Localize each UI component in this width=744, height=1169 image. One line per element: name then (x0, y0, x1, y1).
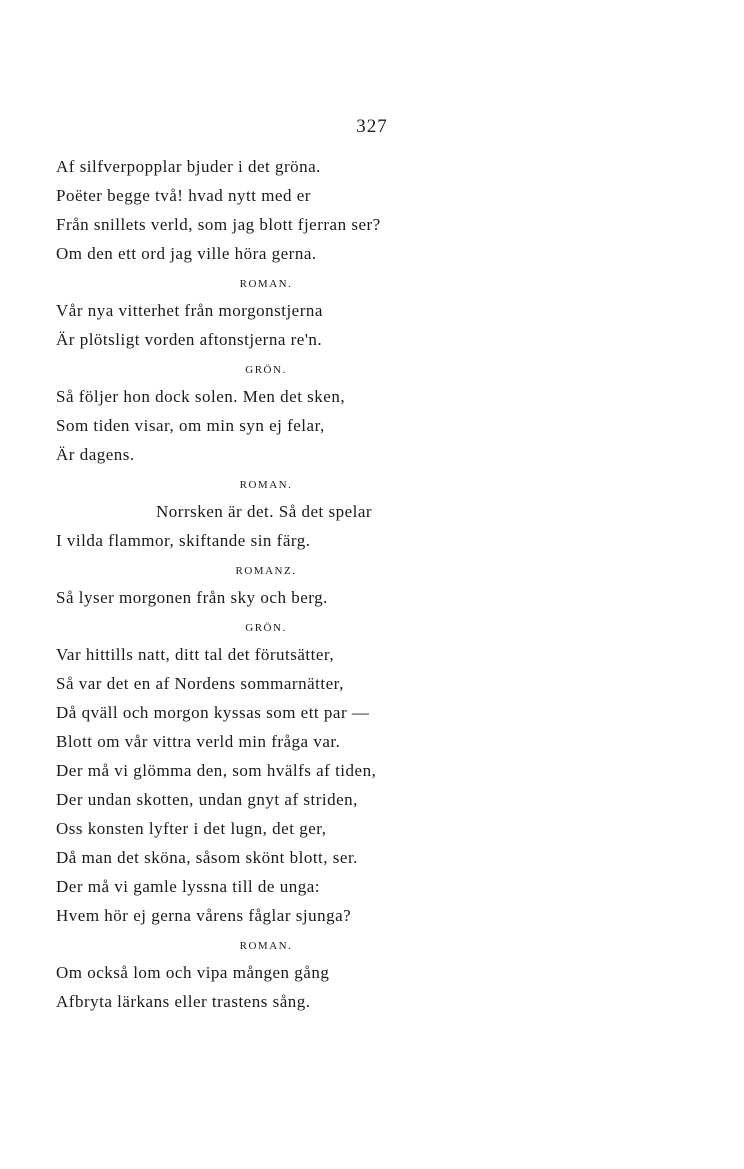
speaker-name: ROMAN. (239, 940, 293, 952)
verse-line: Der må vi glömma den, som hvälfs af tiden, (56, 761, 377, 780)
verse-line: Var hittills natt, ditt tal det förutsätter, (56, 645, 335, 664)
verse-line: Så var det en af Nordens sommarnätter, (56, 674, 344, 693)
verse-line: Så lyser morgonen från sky och berg. (56, 588, 328, 607)
verse-line: Är dagens. (56, 445, 135, 464)
verse-line: Afbryta lärkans eller trastens sång. (56, 992, 311, 1011)
verse-line: Blott om vår vittra verld min fråga var. (56, 732, 341, 751)
verse-line: Af silfverpopplar bjuder i det gröna. (56, 157, 321, 176)
verse-line: Om också lom och vipa mången gång (56, 963, 330, 982)
verse-line: Om den ett ord jag ville höra gerna. (56, 244, 317, 263)
verse-line: Då qväll och morgon kyssas som ett par — (56, 703, 370, 722)
verse-line: Som tiden visar, om min syn ej felar, (56, 416, 325, 435)
speaker-name: GRÖN. (245, 622, 287, 634)
speaker-name: ROMAN. (239, 479, 293, 491)
verse-line: Poëter begge två! hvad nytt med er (56, 186, 311, 205)
verse-line: Der undan skotten, undan gnyt af striden, (56, 790, 358, 809)
page-number: 327 (356, 116, 388, 137)
speaker-name: GRÖN. (245, 364, 287, 376)
verse-line: Norrsken är det. Så det spelar (156, 502, 373, 521)
verse-line: Då man det sköna, såsom skönt blott, ser. (56, 848, 358, 867)
verse-line: Oss konsten lyfter i det lugn, det ger, (56, 819, 327, 838)
verse-line: Der må vi gamle lyssna till de unga: (56, 877, 320, 896)
speaker-name: ROMANZ. (235, 565, 297, 577)
speaker-name: ROMAN. (239, 278, 293, 290)
poem-text (56, 152, 476, 1016)
verse-line: Från snillets verld, som jag blott fjerran ser? (56, 215, 381, 234)
verse-line: Hvem hör ej gerna vårens fåglar sjunga? (56, 906, 352, 925)
verse-line: Så följer hon dock solen. Men det sken, (56, 387, 346, 406)
verse-line: I vilda flammor, skiftande sin färg. (56, 531, 311, 550)
verse-line: Är plötsligt vorden aftonstjerna re'n. (56, 330, 323, 349)
verse-line: Vår nya vitterhet från morgonstjerna (56, 301, 323, 320)
